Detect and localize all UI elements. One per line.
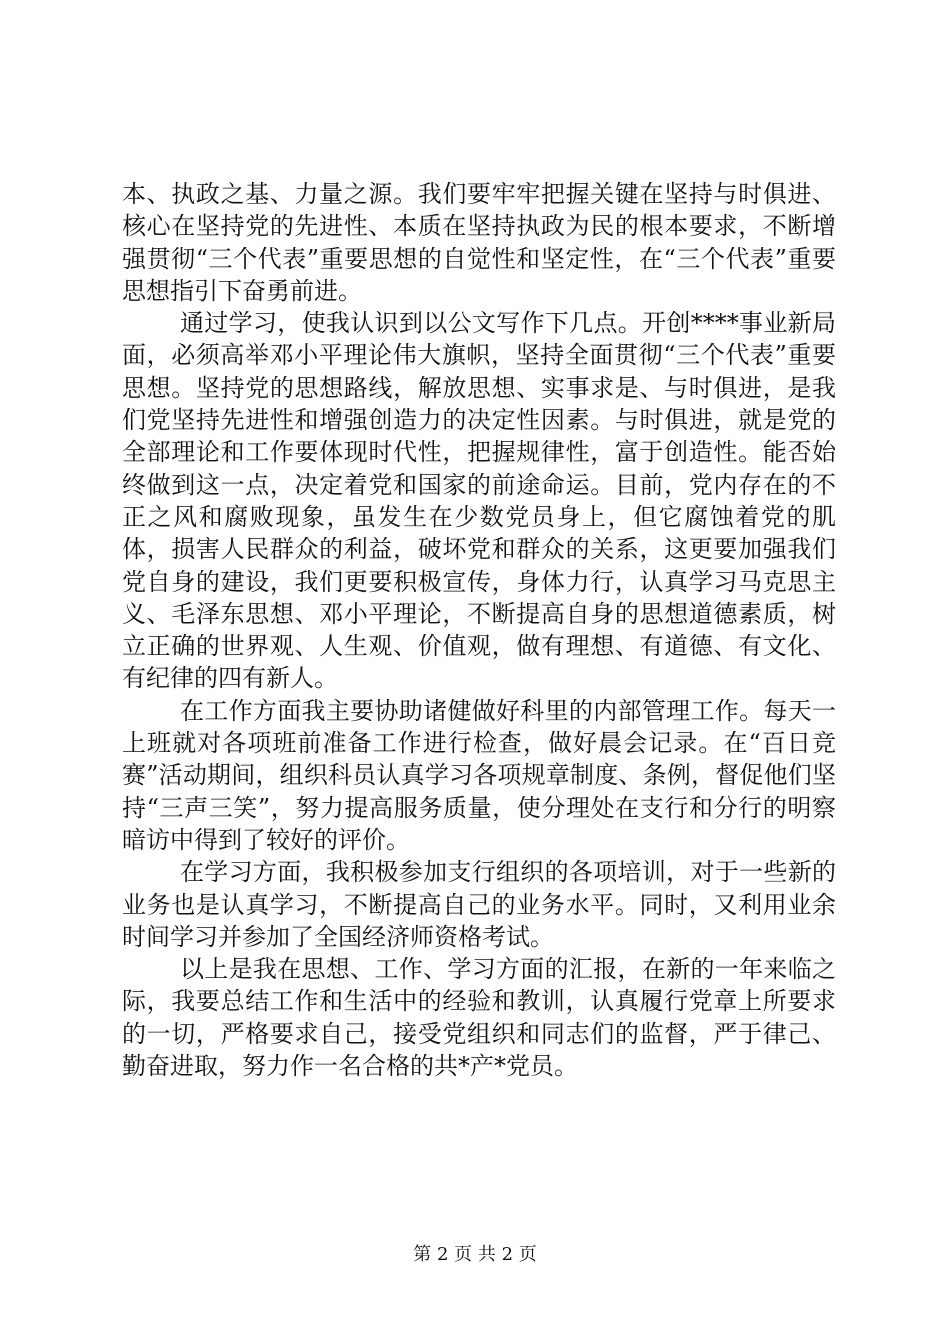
paragraph-3: 在工作方面我主要协助诸健做好科里的内部管理工作。每天一上班就对各项班前准备工作进行检查，做好晨会记录。在“百日竞赛”活动期间，组织科员认真学习各项规章制度、条例，督促他们坚持“三声三笑”，努力提高服务质量，使分理处在支行和分行的明察暗访中得到了较好的评价。 [122,696,836,854]
paragraph-1: 本、执政之基、力量之源。我们要牢牢把握关键在坚持与时俱进、核心在坚持党的先进性、本质在坚持执政为民的根本要求，不断增强贯彻“三个代表”重要思想的自觉性和坚定性，在“三个代表”重要思想指引下奋勇前进。 [122,180,836,305]
document-body [122,178,836,1082]
paragraph-4: 在学习方面，我积极参加支行组织的各项培训，对于一些新的业务也是认真学习，不断提高自己的业务水平。同时，又利用业余时间学习并参加了全国经济师资格考试。 [122,858,836,951]
paragraph-5: 以上是我在思想、工作、学习方面的汇报，在新的一年来临之际，我要总结工作和生活中的经验和教训，认真履行党章上所要求的一切，严格要求自己，接受党组织和同志们的监督，严于律己、勤奋进取，努力作一名合格的共*产*党员。 [122,955,836,1081]
page-footer: 第 2 页 共 2 页 [413,1244,537,1265]
paragraph-2: 通过学习，使我认识到以公文写作下几点。开创****事业新局面，必须高举邓小平理论伟大旗帜，坚持全面贯彻“三个代表”重要思想。坚持党的思想路线，解放思想、实事求是、与时俱进，是我们党坚持先进性和增强创造力的决定性因素。与时俱进，就是党的全部理论和工作要体现时代性，把握规律性，富于创造性。能否始终做到这一点，决定着党和国家的前途命运。目前，党内存在的不正之风和腐败现象，虽发生在少数党员身上，但它腐蚀着党的肌体，损害人民群众的利益，破坏党和群众的关系，这更要加强我们党自身的建设，我们更要积极宣传，身体力行，认真学习马克思主义、毛泽东思想、邓小平理论，不断提高自身的思想道德素质，树立正确的世界观、人生观、价值观，做有理想、有道德、有文化、有纪律的四有新人。 [122,309,836,693]
